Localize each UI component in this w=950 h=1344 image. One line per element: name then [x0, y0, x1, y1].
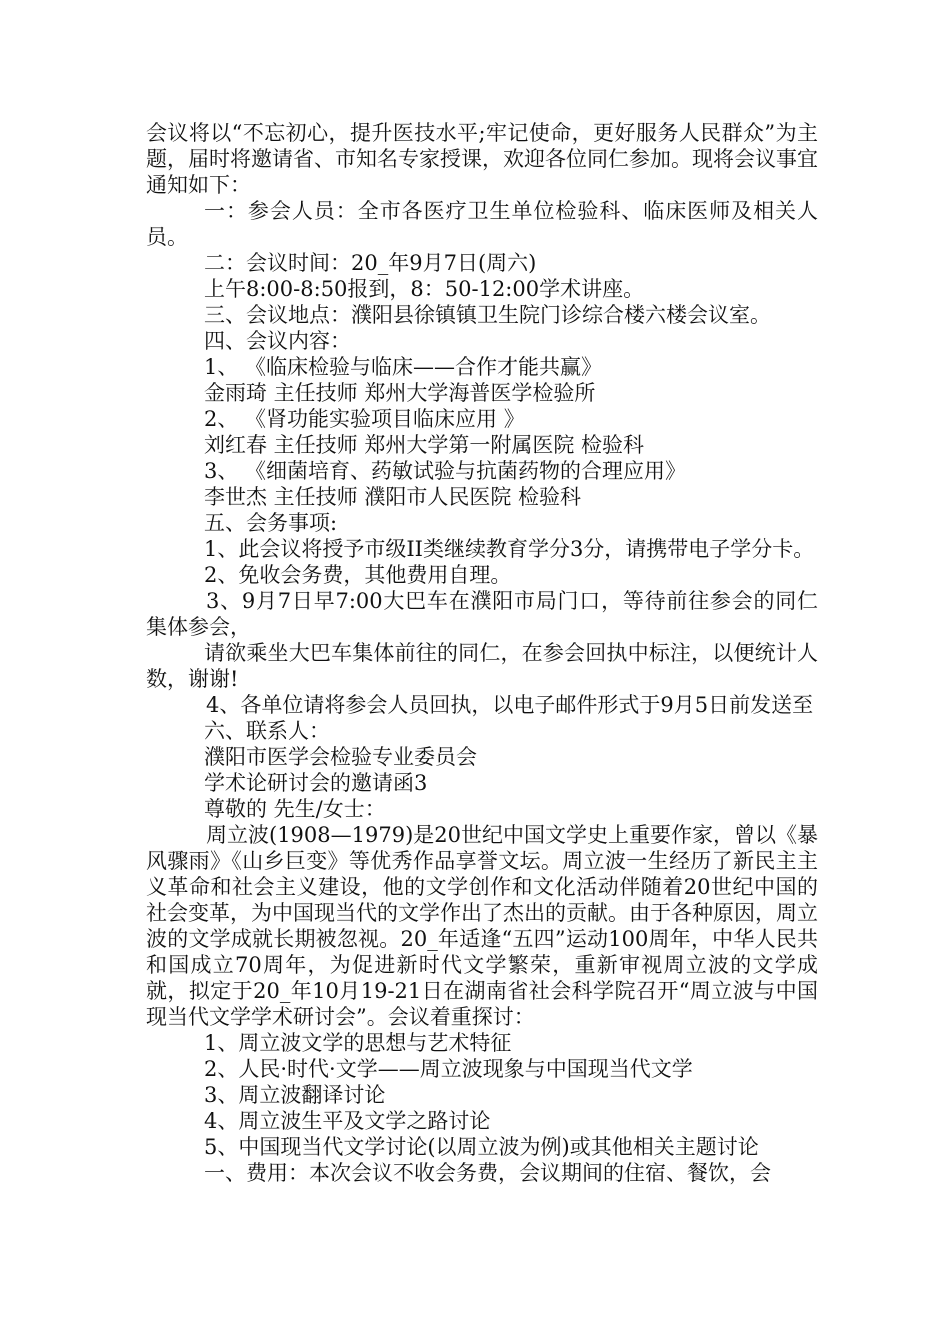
topic-2: 2、人民·时代·文学——周立波现象与中国现当代文学 [204, 1057, 693, 1081]
paragraph-schedule: 上午8:00-8:50报到，8：50-12:00学术讲座。 [204, 277, 645, 301]
paragraph-location: 三、会议地点：濮阳县徐镇镇卫生院门诊综合楼六楼会议室。 [204, 303, 771, 327]
affairs-item-3-note: 请欲乘坐大巴车集体前往的同仁，在参会回执中标注，以便统计人数，谢谢! [146, 641, 818, 691]
topic-1: 1、周立波文学的思想与艺术特征 [204, 1031, 512, 1055]
topic-5: 5、中国现当代文学讨论(以周立波为例)或其他相关主题讨论 [204, 1135, 759, 1159]
affairs-item-2: 2、免收会务费，其他费用自理。 [204, 563, 512, 587]
lecture-1-speaker: 金雨琦 主任技师 郑州大学海普医学检验所 [204, 381, 596, 405]
lecture-1-title: 1、 《临床检验与临床——合作才能共赢》 [204, 355, 603, 379]
affairs-item-4: 4、各单位请将参会人员回执，以电子邮件形式于9月5日前发送至 [206, 693, 814, 717]
paragraph-fees: 一、费用：本次会议不收会务费，会议期间的住宿、餐饮，会 [204, 1161, 771, 1185]
lecture-3-title: 3、 《细菌培育、药敏试验与抗菌药物的合理应用》 [204, 459, 687, 483]
letter-3-salutation: 尊敬的 先生/女士： [204, 797, 386, 821]
affairs-item-3: 3、9月7日早7:00大巴车在濮阳市局门口，等待前往参会的同仁集体参会， [146, 589, 818, 639]
paragraph-contact-heading: 六、联系人： [204, 719, 330, 743]
lecture-2-title: 2、 《肾功能实验项目临床应用 》 [204, 407, 525, 431]
paragraph-meeting-time: 二：会议时间：20_年9月7日(周六) [204, 251, 537, 275]
topic-4: 4、周立波生平及文学之路讨论 [204, 1109, 491, 1133]
topic-3: 3、周立波翻译讨论 [204, 1083, 386, 1107]
paragraph-content-heading: 四、会议内容： [204, 329, 351, 353]
letter-3-body: 周立波(1908—1979)是20世纪中国文学史上重要作家，曾以《暴风骤雨》《山乡巨变》等优秀作品享誉文坛。周立波一生经历了新民主主义革命和社会主义建设，他的文学创作和文化活动伴随着20世纪中国的社会变革，为中国现当代的文学作出了杰出的贡献。由于各种原因，周立波的文学成就长期被忽视。20_年适逢“五四”运动100周年，中华人民共和国成立70周年，为促进新时代文学繁荣，重新审视周立波的文学成就，拟定于20_年10月19-21日在湖南省社会科学院召开“周立波与中国现当代文学学术研讨会”。会议着重探讨： [146, 823, 818, 1029]
lecture-3-speaker: 李世杰 主任技师 濮阳市人民医院 检验科 [204, 485, 582, 509]
paragraph-intro: 会议将以“不忘初心，提升医技水平;牢记使命，更好服务人民群众”为主题，届时将邀请省、市知名专家授课，欢迎各位同仁参加。现将会议事宜通知如下： [146, 121, 818, 197]
document-body [146, 120, 818, 1186]
affairs-item-1: 1、此会议将授予市级II类继续教育学分3分，请携带电子学分卡。 [204, 537, 815, 561]
paragraph-affairs-heading: 五、会务事项: [204, 511, 338, 535]
contact-organization: 濮阳市医学会检验专业委员会 [204, 745, 477, 769]
letter-3-title: 学术论研讨会的邀请函3 [204, 771, 428, 795]
lecture-2-speaker: 刘红春 主任技师 郑州大学第一附属医院 检验科 [204, 433, 645, 457]
paragraph-attendees: 一：参会人员：全市各医疗卫生单位检验科、临床医师及相关人员。 [146, 199, 818, 249]
